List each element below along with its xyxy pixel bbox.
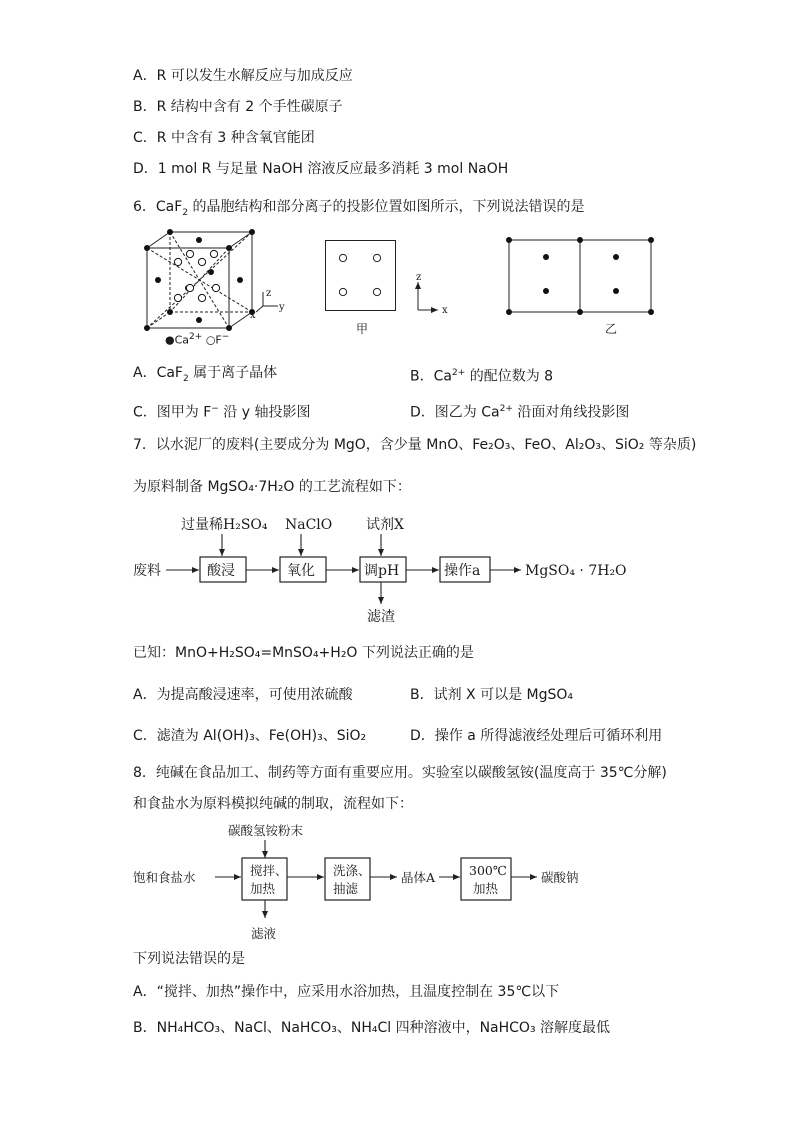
projection-yi-label: 乙 — [605, 322, 618, 336]
q8-option-a: A．“搅拌、加热”操作中，应采用水浴加热，且温度控制在 35℃以下 — [133, 984, 560, 1000]
q8-process-flowchart — [133, 818, 633, 943]
svg-text:x: x — [442, 305, 448, 316]
jia-axis-icon — [412, 274, 452, 314]
q5-option-d: D．1 mol R 与足量 NaOH 溶液反应最多消耗 3 mol NaOH — [133, 161, 509, 177]
cell-legend: $●Ca^{2+}$ ○F− — [165, 332, 230, 347]
q7-option-a: A．为提高酸浸速率，可使用浓硫酸 — [133, 687, 353, 703]
projection-jia-label: 甲 — [356, 322, 369, 336]
q7-option-d: D．操作 a 所得滤液经处理后可循环利用 — [410, 728, 663, 744]
flow-filtrate: 滤液 — [251, 926, 277, 941]
q7-option-b: B．试剂 X 可以是 MgSO₄ — [410, 687, 574, 703]
flow-start-brine: 饱和食盐水 — [133, 870, 196, 885]
q5-option-c: C．R 中含有 3 种含氧官能团 — [133, 130, 315, 146]
q7-process-flowchart — [133, 510, 633, 630]
q5-option-a: A．R 可以发生水解反应与加成反应 — [133, 68, 353, 84]
flow-reagent-naclo: NaClO — [285, 517, 333, 533]
svg-text:抽滤: 抽滤 — [333, 881, 359, 896]
q7-known: 已知：MnO+H₂SO₄=MnSO₄+H₂O 下列说法正确的是 — [133, 645, 474, 661]
projection-yi-figure — [506, 237, 656, 315]
svg-text:加热: 加热 — [250, 881, 276, 896]
q5-option-b: B．R 结构中含有 2 个手性碳原子 — [133, 99, 343, 115]
svg-text:操作a: 操作a — [444, 563, 481, 579]
projection-jia-figure — [325, 240, 397, 312]
q8-stem-line2: 和食盐水为原料模拟纯碱的制取，流程如下： — [133, 796, 413, 812]
q8-ask: 下列说法错误的是 — [133, 951, 245, 967]
q6-option-b: B．$Ca^{2+}$ 的配位数为 8 — [410, 368, 554, 385]
q8-option-b: B．NH₄HCO₃、NaCl、NaHCO₃、NH₄Cl 四种溶液中，NaHCO₃ 溶解度最低 — [133, 1020, 611, 1036]
svg-text:z: z — [416, 272, 422, 283]
svg-text:氧化: 氧化 — [287, 563, 315, 579]
q6-stem: 6．CaF$_2$ 的晶胞结构和部分离子的投影位置如图所示，下列说法错误的是 — [133, 199, 585, 218]
svg-text:洗涤、: 洗涤、 — [333, 863, 371, 878]
f-circle-icon: ○ — [205, 333, 216, 347]
q7-stem-line1: 7．以水泥厂的废料(主要成分为 MgO，含少量 MnO、Fe₂O₃、FeO、Al₂O₃、SiO₂ 等杂质) — [133, 437, 697, 453]
flow-reagent-acid: 过量稀H₂SO₄ — [181, 517, 268, 533]
svg-text:300℃: 300℃ — [469, 863, 507, 878]
q6-option-a: A．CaF$_2$ 属于离子晶体 — [133, 365, 278, 384]
cell-axis-icon — [250, 288, 290, 321]
q8-stem-line1: 8．纯碱在食品加工、制药等方面有重要应用。实验室以碳酸氢铵(温度高于 35℃分解) — [133, 765, 667, 781]
ca-dot-icon: ● — [165, 333, 175, 347]
q6-option-d: D．图乙为 $Ca^{2+}$ 沿面对角线投影图 — [410, 404, 630, 421]
flow-residue: 滤渣 — [367, 609, 395, 625]
svg-text:y: y — [279, 302, 285, 313]
svg-text:z: z — [266, 288, 272, 299]
svg-text:酸浸: 酸浸 — [207, 563, 235, 579]
flow-product: MgSO₄ · 7H₂O — [525, 563, 627, 579]
svg-text:x: x — [250, 310, 256, 321]
q6-option-c: C．图甲为 F− 沿 y 轴投影图 — [133, 404, 311, 421]
svg-text:搅拌、: 搅拌、 — [250, 863, 288, 878]
q7-option-c: C．滤渣为 Al(OH)₃、Fe(OH)₃、SiO₂ — [133, 728, 367, 744]
flow-crystal-a: 晶体A — [401, 870, 436, 885]
q7-stem-line2: 为原料制备 MgSO₄·7H₂O 的工艺流程如下： — [133, 479, 411, 495]
flow-reagent-nh4hco3: 碳酸氢铵粉末 — [228, 823, 304, 838]
flow-start-waste: 废料 — [133, 563, 161, 579]
svg-text:调pH: 调pH — [364, 563, 400, 579]
svg-text:加热: 加热 — [473, 881, 499, 896]
flow-reagent-x: 试剂X — [366, 517, 404, 533]
flow-product-na2co3: 碳酸钠 — [541, 870, 579, 885]
